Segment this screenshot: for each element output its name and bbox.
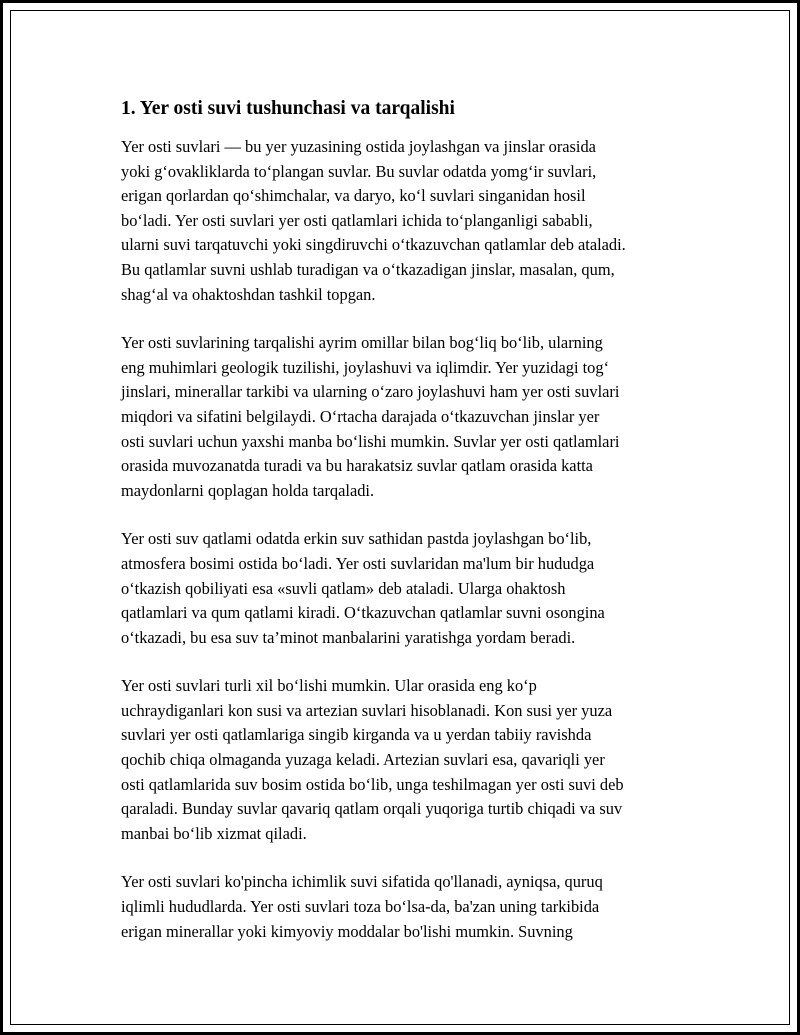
paragraph-4 — [121, 674, 701, 846]
text-line: eng muhimlari geologik tuzilishi, joylashuvi va iqlimdir. Yer yuzidagi tog‘ — [121, 357, 610, 377]
text-line: osti qatlamlarida suv bosim ostida bo‘lib, unga teshilmagan yer osti suvi deb — [121, 774, 624, 794]
paragraph-5 — [121, 870, 701, 944]
text-line: Yer osti suv qatlami odatda erkin suv sathidan pastda joylashgan bo‘lib, — [121, 529, 592, 549]
text-line: Bu qatlamlar suvni ushlab turadigan va o‘tkazadigan jinslar, masalan, qum, — [121, 259, 615, 279]
text-line: shag‘al va ohaktoshdan tashkil topgan. — [121, 284, 376, 304]
text-line: Yer osti suvlari turli xil bo‘lishi mumkin. Ular orasida eng ko‘p — [121, 676, 537, 696]
paragraph-3 — [121, 527, 701, 650]
text-line: suvlari yer osti qatlamlariga singib kirganda va u yerdan tabiiy ravishda — [121, 725, 592, 745]
text-line: Yer osti suvlari — bu yer yuzasining ostida joylashgan va jinslar orasida — [121, 137, 596, 156]
text-line: bo‘ladi. Yer osti suvlari yer osti qatlamlari ichida to‘planganligi sababli, — [121, 210, 593, 230]
text-line: Yer osti suvlarining tarqalishi ayrim omillar bilan bog‘liq bo‘lib, ularning — [121, 333, 603, 353]
text-line: Yer osti suvlari ko'pincha ichimlik suvi sifatida qo'llanadi, ayniqsa, quruq — [121, 872, 603, 892]
text-line: qatlamlari va qum qatlami kiradi. O‘tkazuvchan qatlamlar suvni osongina — [121, 603, 605, 623]
text-line: manbai bo‘lib xizmat qiladi. — [121, 823, 307, 843]
text-line: orasida muvozanatda turadi va bu harakatsiz suvlar qatlam orasida katta — [121, 456, 593, 476]
text-line: uchraydiganlari kon susi va artezian suvlari hisoblanadi. Kon susi yer yuza — [121, 700, 613, 720]
text-line: erigan qorlardan qo‘shimchalar, va daryo, ko‘l suvlari singanidan hosil — [121, 186, 586, 206]
text-line: miqdori va sifatini belgilaydi. O‘rtacha darajada o‘tkazuvchan jinslar yer — [121, 406, 600, 426]
text-line: atmosfera bosimi ostida bo‘ladi. Yer osti suvlaridan ma'lum bir hududga — [121, 553, 595, 573]
paragraph-1 — [121, 135, 701, 307]
text-line: qochib chiqa olmaganda yuzaga keladi. Artezian suvlari esa, qavariqli yer — [121, 750, 605, 770]
text-line: o‘tkazish qobiliyati esa «suvli qatlam» deb ataladi. Ularga ohaktosh — [121, 578, 566, 598]
text-line: ularni suvi tarqatuvchi yoki singdiruvchi o‘tkazuvchan qatlamlar deb ataladi. — [121, 235, 626, 255]
section-heading: 1. Yer osti suvi tushunchasi va tarqalishi — [121, 98, 455, 119]
text-line: o‘tkazadi, bu esa suv ta’minot manbalarini yaratishga yordam beradi. — [121, 627, 576, 647]
paragraph-2 — [121, 331, 701, 503]
text-line: maydonlarni qoplagan holda tarqaladi. — [121, 480, 375, 500]
text-line: jinslari, minerallar tarkibi va ularning o‘zaro joylashuvi ham yer osti suvlari — [121, 382, 620, 402]
text-line: qaraladi. Bunday suvlar qavariq qatlam orqali yuqoriga turtib chiqadi va suv — [121, 799, 623, 819]
text-line: osti suvlari uchun yaxshi manba bo‘lishi mumkin. Suvlar yer osti qatlamlari — [121, 431, 620, 451]
text-line: erigan minerallar yoki kimyoviy moddalar bo'lishi mumkin. Suvning — [121, 921, 573, 941]
text-line: iqlimli hududlarda. Yer osti suvlari toza bo‘lsa-da, ba'zan uning tarkibida — [121, 897, 600, 917]
document-body — [121, 95, 701, 968]
text-line: yoki g‘ovakliklarda to‘plangan suvlar. Bu suvlar odatda yomg‘ir suvlari, — [121, 161, 597, 181]
